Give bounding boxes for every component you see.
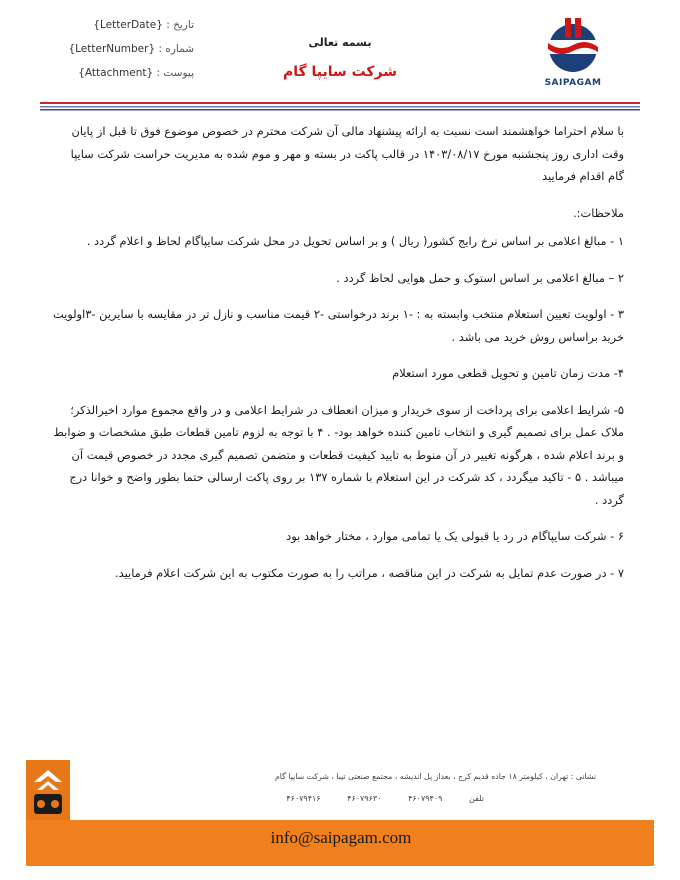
attachment-row xyxy=(44,64,194,88)
note-1: ۱ - مبالغ اعلامی بر اساس نرخ رایج کشور( ریال ) و بر اساس تحویل در محل شرکت سایپاگام لحاظ و اعلام گردد . xyxy=(86,234,624,248)
note-5: ۵- شرایط اعلامی برای پرداخت از سوی خریدار و میزان انعطاف در شرایط اعلامی و در واقع مجموع موارد اخیرالذکر؛ ملاک عمل برای تصمیم گیری و انتخاب تامین کننده خواهد بود- . ۴ با توجه به لزوم تامین قطعات طبق مشخصات و ضوابط و برند اعلام شده ، هرگونه تغییر در آن منوط به تایید کیفیت قطعات و متضمن تصمیم گیری مجدد در خصوص قیمت آن میباشد . ۵ - تاکید میگردد ، کد شرکت در این استعلام با شماره ۱۳۷ بر روی پاکت ارسالی حتما بطور واضح و خوانا درج گردد . xyxy=(53,402,624,507)
number-row xyxy=(44,40,194,64)
note-3: ۳ - اولویت تعیین استعلام منتخب وابسته به : -۱ برند درخواستی -۲ قیمت مناسب و نازل تر در مقایسه با سایرین -۳اولویت خرید براساس روش خرید می باشد . xyxy=(52,307,624,344)
company-title: شرکت سایپا گام xyxy=(282,64,398,80)
header-divider xyxy=(40,100,640,114)
note-7: ۷ - در صورت عدم تمایل به شرکت در این مناقصه ، مراتب را به صورت مکتوب به این شرکت اعلام فرمایید. xyxy=(115,565,624,580)
intro-paragraph: با سلام احتراما خواهشمند است نسبت به ارائه پیشنهاد مالی آن شرکت محترم در خصوص موضوع فوق تا قبل از پایان وقت اداری روز پنجشنبه مورخ ۱۴۰۳/۰۸/۱۷ در قالب پاکت در بسته و مهر و موم شده به مدیریت حراست شرکت سایپا گام اقدام فرمایید xyxy=(70,124,624,183)
footer-address: نشانی : تهران ، کیلومتر ۱۸ جاده قدیم کرج ، بعداز پل اندیشه ، مجتمع صنعتی تیبا ، شرکت سایپا گام xyxy=(274,772,596,781)
phone-2: ۴۶۰۷۹۶۳۰ xyxy=(347,794,382,803)
attachment-label: پیوست : xyxy=(156,67,194,79)
footer-logo-icon xyxy=(26,760,70,820)
footer-logo-block xyxy=(26,760,70,820)
logo-caption: SAIPAGAM xyxy=(544,78,602,88)
date-row xyxy=(44,16,194,40)
basmala: بسمه تعالی xyxy=(308,36,372,49)
phone-label: تلفن xyxy=(468,794,484,803)
notes-title: ملاحظات:. xyxy=(573,205,624,220)
note-4: ۴- مدت زمان تامین و تحویل قطعی مورد استعلام xyxy=(392,366,624,380)
footer-band xyxy=(26,760,654,820)
footer-email[interactable]: info@saipagam.com xyxy=(270,828,412,847)
footer-phones xyxy=(84,794,484,803)
number-value: {LetterNumber} xyxy=(68,43,156,55)
saipagam-logo xyxy=(538,16,608,74)
letter-meta xyxy=(44,16,194,88)
date-value: {LetterDate} xyxy=(93,19,163,31)
attachment-value: {Attachment} xyxy=(78,67,154,79)
note-2: ۲ – مبالغ اعلامی بر اساس استوک و حمل هوایی لحاظ گردد . xyxy=(336,270,624,285)
date-label: تاریخ : xyxy=(166,19,194,31)
phone-1: ۴۶۰۷۹۴۰۹ xyxy=(408,794,443,803)
number-label: شماره : xyxy=(158,43,194,55)
note-6: ۶ - شرکت سایپاگام در رد یا قبولی یک یا تمامی موارد ، مختار خواهد بود xyxy=(286,529,624,543)
letter-body xyxy=(52,120,624,598)
phone-3: ۴۶۰۷۹۴۱۶ xyxy=(286,794,321,803)
